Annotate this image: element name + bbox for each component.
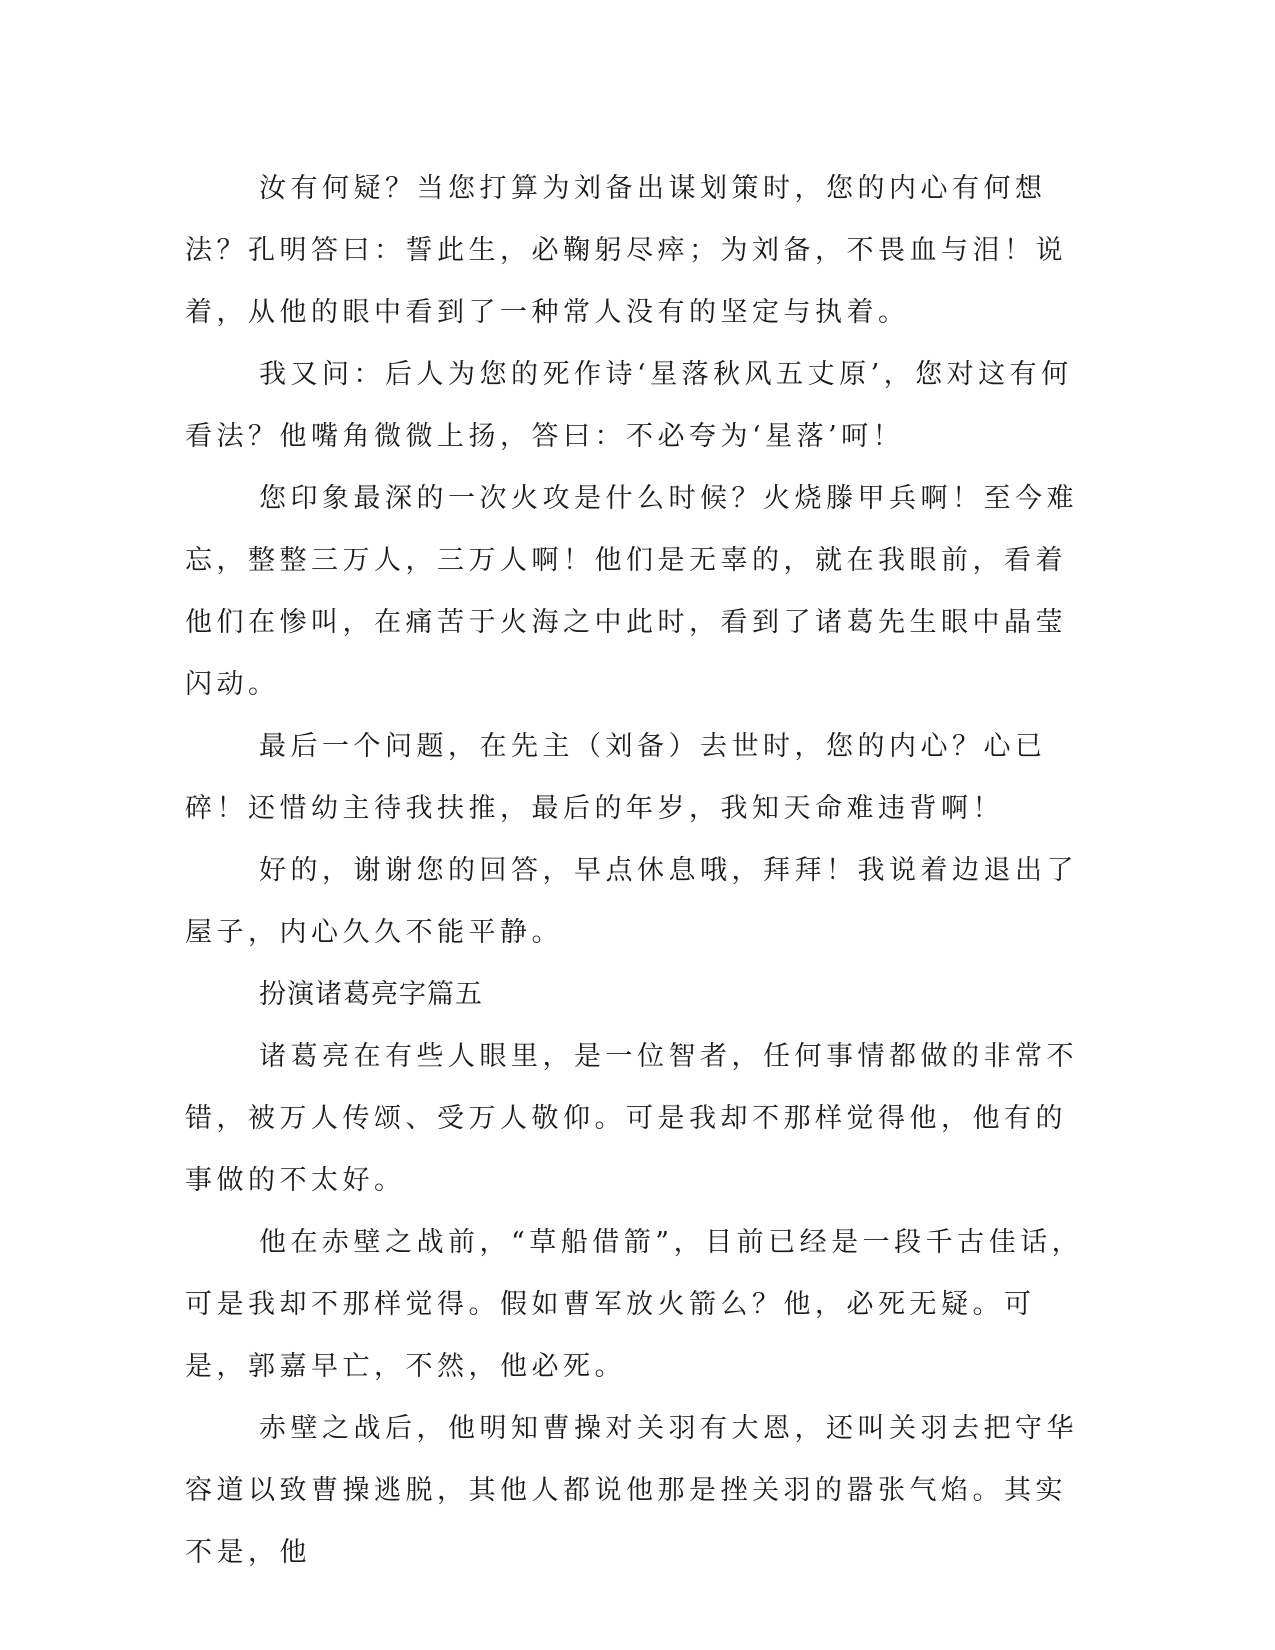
paragraph-poem-question: 我又问：后人为您的死作诗‘星落秋风五丈原’，您对这有何看法？他嘴角微微上扬，答曰：不必夸为‘星落’呵！ (185, 359, 1073, 452)
paragraph-wise-man: 诸葛亮在有些人眼里，是一位智者，任何事情都做的非常不错，被万人传颂、受万人敬仰。可是我却不那样觉得他，他有的事做的不太好。 (185, 1041, 1078, 1196)
document-body (185, 158, 1085, 1584)
paragraph-interview-question: 汝有何疑？当您打算为刘备出谋划策时，您的内心有何想法？孔明答曰：誓此生，必鞠躬尽瘁；为刘备，不畏血与泪！说着，从他的眼中看到了一种常人没有的坚定与执着。 (185, 173, 1067, 328)
paragraph-last-question: 最后一个问题，在先主（刘备）去世时，您的内心？心已碎！还惜幼主待我扶推，最后的年岁，我知天命难违背啊！ (185, 731, 1047, 824)
section-heading: 扮演诸葛亮字篇五 (259, 979, 483, 1010)
paragraph-huarong-road: 赤壁之战后，他明知曹操对关羽有大恩，还叫关羽去把守华容道以致曹操逃脱，其他人都说他那是挫关羽的嚣张气焰。其实不是，他 (185, 1413, 1078, 1568)
paragraph-fire-attack: 您印象最深的一次火攻是什么时候？火烧滕甲兵啊！至今难忘，整整三万人，三万人啊！他们是无辜的，就在我眼前，看着他们在惨叫，在痛苦于火海之中此时，看到了诸葛先生眼中晶莹闪动。 (185, 483, 1078, 700)
paragraph-borrow-arrows: 他在赤壁之战前，“草船借箭”，目前已经是一段千古佳话，可是我却不那样觉得。假如曹军放火箭么？他，必死无疑。可是，郭嘉早亡，不然，他必死。 (185, 1227, 1084, 1382)
paragraph-farewell: 好的，谢谢您的回答，早点休息哦，拜拜！我说着边退出了屋子，内心久久不能平静。 (185, 855, 1078, 948)
